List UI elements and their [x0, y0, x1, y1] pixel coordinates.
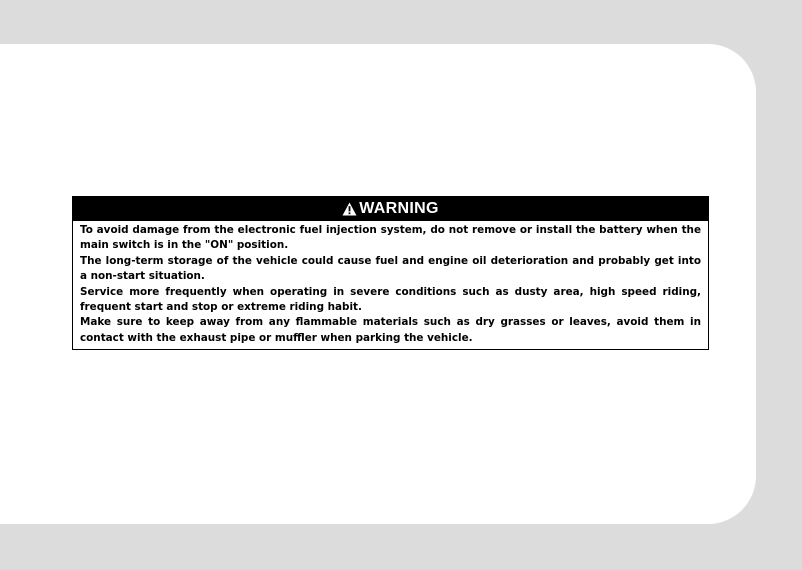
warning-header: [73, 197, 708, 221]
warning-triangle-icon: [342, 202, 357, 216]
warning-paragraph: The long-term storage of the vehicle could cause fuel and engine oil deterioration and probably get into a non-start situation.: [80, 254, 701, 283]
warning-paragraph: Service more frequently when operating in severe conditions such as dusty area, high speed riding, frequent start and stop or extreme riding habit.: [80, 285, 701, 314]
warning-body: [73, 221, 708, 349]
page-sheet: [0, 44, 756, 524]
warning-box: [72, 196, 709, 350]
warning-title: WARNING: [359, 200, 439, 217]
warning-paragraph: To avoid damage from the electronic fuel injection system, do not remove or install the battery when the main switch is in the "ON" position.: [80, 224, 701, 252]
warning-paragraph: Make sure to keep away from any flammable materials such as dry grasses or leaves, avoid them in contact with the exhaust pipe or muffler when parking the vehicle.: [80, 316, 701, 344]
